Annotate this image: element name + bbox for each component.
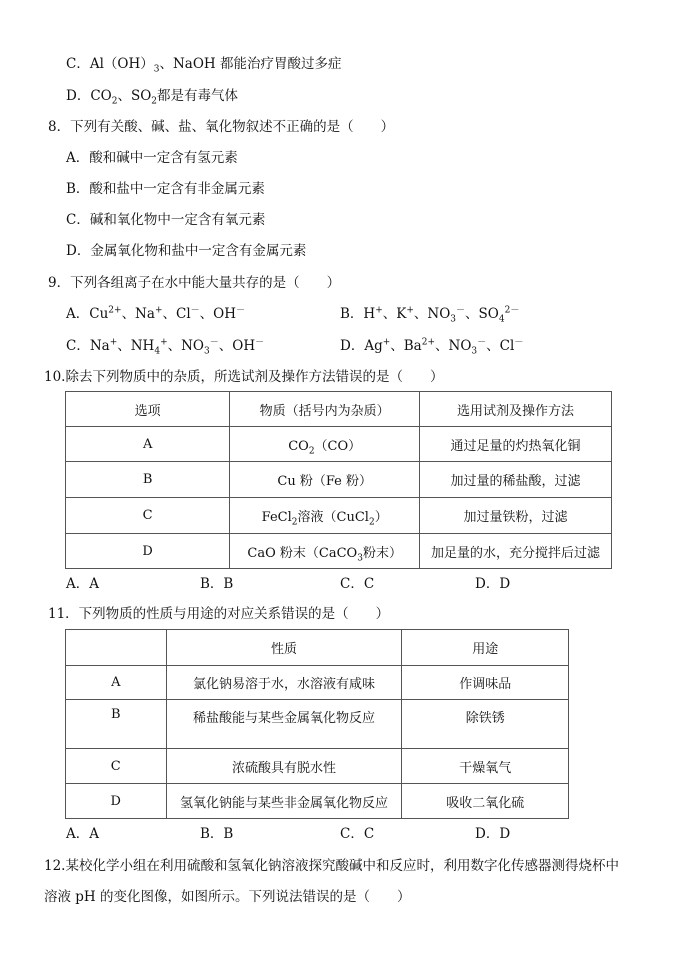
table-row: A $CO_2(CO)$ 通过足量的灼热氧化铜 bbox=[66, 427, 612, 462]
q11-table bbox=[65, 629, 569, 819]
q8-option-c: C．碱和氧化物中一定含有氧元素 bbox=[66, 212, 266, 228]
q7-option-c: C．$Al(OH)_3$、NaOH 都能治疗胃酸过多症 bbox=[66, 56, 342, 75]
q11-header-property: 性质 bbox=[166, 630, 402, 666]
q9-option-d: D．Ag+、$Ba^{2+}$、$NO_3^-$、Cl－ bbox=[340, 337, 524, 357]
q12-title-line1: 12.某校化学小组在利用硫酸和氢氧化钠溶液探究酸碱中和反应时，利用数字化传感器测得烧杯中 bbox=[44, 858, 619, 874]
q11-table-header bbox=[66, 630, 569, 666]
q12-title-line2: 溶液 pH 的变化图像，如图所示。下列说法错误的是（ ） bbox=[44, 889, 411, 905]
q11-answer-b: B．B bbox=[200, 826, 234, 842]
q8-option-d: D．金属氧化物和盐中一定含有金属元素 bbox=[66, 243, 307, 259]
table-row: C FeCl$_2$溶液（CuCl$_2$） 加过量铁粉，过滤 bbox=[66, 498, 612, 534]
table-row: A 氯化钠易溶于水，水溶液有咸味 作调味品 bbox=[66, 666, 569, 700]
q10-header-substance: 物质（括号内为杂质） bbox=[230, 392, 420, 427]
table-row: D CaO 粉末（CaCO$_3$粉末） 加足量的水，充分搅拌后过滤 bbox=[66, 534, 612, 569]
q10-table-header bbox=[66, 392, 612, 427]
q10-answer-b: B．B bbox=[200, 576, 234, 592]
q8-option-a: A．酸和碱中一定含有氢元素 bbox=[66, 150, 238, 166]
q11-header-use: 用途 bbox=[402, 630, 569, 666]
table-row: B Cu 粉（Fe 粉） 加过量的稀盐酸，过滤 bbox=[66, 462, 612, 498]
table-row: C 浓硫酸具有脱水性 干燥氧气 bbox=[66, 749, 569, 784]
q10-header-option: 选项 bbox=[66, 392, 230, 427]
q8-title: 8．下列有关酸、碱、盐、氧化物叙述不正确的是（ ） bbox=[48, 119, 395, 135]
q11-answer-a: A．A bbox=[66, 826, 99, 842]
q8-option-b: B．酸和盐中一定含有非金属元素 bbox=[66, 181, 265, 197]
q9-title: 9．下列各组离子在水中能大量共存的是（ ） bbox=[48, 275, 341, 291]
q7-option-d: D．$CO_2$、$SO_2$都是有毒气体 bbox=[66, 88, 239, 107]
q10-header-method: 选用试剂及操作方法 bbox=[420, 392, 612, 427]
q11-answer-c: C．C bbox=[340, 826, 375, 842]
q9-option-b: B．H+、K+、$NO_3^-$、$SO_4^{2-}$ bbox=[340, 305, 520, 325]
q11-title: 11．下列物质的性质与用途的对应关系错误的是（ ） bbox=[48, 606, 390, 622]
q10-title: 10.除去下列物质中的杂质，所选试剂及操作方法错误的是（ ） bbox=[44, 369, 444, 385]
q10-answer-c: C．C bbox=[340, 576, 375, 592]
q10-answer-d: D．D bbox=[475, 576, 511, 592]
table-row: B 稀盐酸能与某些金属氧化物反应 除铁锈 bbox=[66, 700, 569, 749]
q9-option-c: C．Na+、$NH_4^+$、$NO_3^-$、OH－ bbox=[66, 337, 265, 357]
table-row: D 氢氧化钠能与某些非金属氧化物反应 吸收二氧化硫 bbox=[66, 784, 569, 819]
q9-option-a: A．$Cu^{2+}$、Na+、Cl－、OH－ bbox=[66, 305, 246, 322]
q10-table bbox=[65, 391, 612, 569]
q10-answer-a: A．A bbox=[66, 576, 99, 592]
q11-answer-d: D．D bbox=[475, 826, 511, 842]
